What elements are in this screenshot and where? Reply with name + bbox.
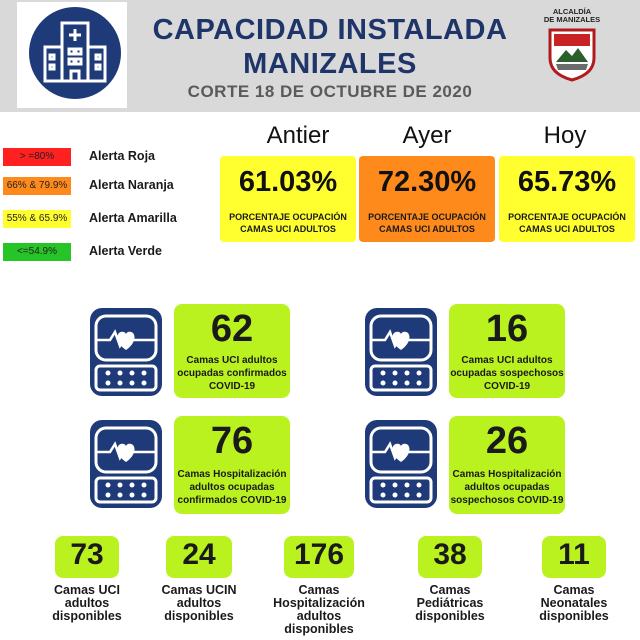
- available-label-line2: Hospitalización: [273, 596, 365, 610]
- available-card-neonatales: [542, 536, 606, 578]
- occupancy-caption-line1: PORCENTAJE OCUPACIÓN: [508, 212, 626, 222]
- stat-caption-line3: sospechosos COVID-19: [450, 495, 564, 506]
- stat-value: 16: [485, 308, 529, 350]
- manizales-crest-icon: [548, 28, 596, 82]
- legend-label: Alerta Verde: [89, 244, 162, 258]
- stat-card-hosp-sospechosos: [449, 416, 565, 514]
- legend-swatch: <=54.9%: [3, 243, 71, 261]
- available-value: 24: [182, 538, 216, 571]
- stat-caption-line3: COVID-19: [208, 381, 256, 392]
- occupancy-caption: [359, 211, 495, 235]
- available-card-pediatricas: [418, 536, 482, 578]
- stat-value: 76: [210, 420, 254, 462]
- heart-monitor-icon: [88, 418, 164, 510]
- available-value: 73: [70, 538, 104, 571]
- available-label-line2: Pediátricas: [416, 596, 484, 610]
- legend-swatch: 66% & 79.9%: [3, 177, 71, 195]
- available-label-neonatales: [524, 584, 624, 623]
- occupancy-card-antier: [220, 156, 356, 242]
- occupancy-caption-line2: CAMAS UCI ADULTOS: [519, 224, 615, 234]
- day-label-hoy: Hoy: [543, 122, 587, 149]
- available-label-pediatricas: [400, 584, 500, 623]
- stat-caption-line3: COVID-19: [483, 381, 531, 392]
- alcaldia-line1: ALCALDÍA: [552, 7, 592, 16]
- available-label-uci: [37, 584, 137, 623]
- available-label-line3: disponibles: [52, 609, 122, 623]
- heart-monitor-icon: [363, 306, 439, 398]
- occupancy-caption-line2: CAMAS UCI ADULTOS: [379, 224, 475, 234]
- available-label-line1: Camas: [298, 583, 340, 597]
- available-label-line4: disponibles: [284, 622, 354, 636]
- stat-caption-line2: ocupadas confirmados: [177, 368, 287, 379]
- available-label-line2: adultos: [64, 596, 110, 610]
- stat-caption-line1: Camas UCI adultos: [461, 355, 553, 366]
- stat-caption: [449, 468, 565, 507]
- stat-value: 26: [485, 420, 529, 462]
- stat-caption-line2: ocupadas sospechosos: [450, 368, 564, 379]
- available-label-line1: Camas: [429, 583, 471, 597]
- heart-monitor-icon: [88, 306, 164, 398]
- occupancy-card-ayer: [359, 156, 495, 242]
- legend-swatch: > =80%: [3, 148, 71, 166]
- stat-caption: [449, 354, 565, 393]
- available-label-line3: disponibles: [415, 609, 485, 623]
- legend-label: Alerta Roja: [89, 149, 155, 163]
- available-card-uci: [55, 536, 119, 578]
- heart-monitor-icon: [363, 418, 439, 510]
- day-label-antier: Antier: [266, 122, 330, 149]
- occupancy-caption: [499, 211, 635, 235]
- stat-caption: [174, 354, 290, 393]
- available-card-ucin: [166, 536, 232, 578]
- stat-caption: [174, 468, 290, 507]
- occupancy-value: 72.30%: [377, 166, 477, 198]
- available-label-line2: adultos: [176, 596, 222, 610]
- available-label-line2: Neonatales: [540, 596, 608, 610]
- stat-card-hosp-confirmados: [174, 416, 290, 514]
- occupancy-caption-line1: PORCENTAJE OCUPACIÓN: [368, 212, 486, 222]
- day-label-ayer: Ayer: [402, 122, 452, 149]
- occupancy-value: 61.03%: [238, 166, 338, 198]
- stat-caption-line3: confirmados COVID-19: [177, 495, 287, 506]
- available-card-hospitalizacion: [284, 536, 354, 578]
- available-label-hospitalizacion: [259, 584, 379, 636]
- alcaldia-label: [540, 8, 604, 24]
- occupancy-caption-line1: PORCENTAJE OCUPACIÓN: [229, 212, 347, 222]
- available-label-ucin: [149, 584, 249, 623]
- stat-value: 62: [210, 308, 254, 350]
- stat-caption-line2: adultos ocupadas: [189, 482, 275, 493]
- page-subtitle: CORTE 18 DE OCTUBRE DE 2020: [187, 82, 473, 101]
- page-title-line1: CAPACIDAD INSTALADA: [152, 14, 508, 46]
- available-label-line3: adultos: [296, 609, 342, 623]
- occupancy-caption-line2: CAMAS UCI ADULTOS: [240, 224, 336, 234]
- stat-caption-line1: Camas Hospitalización: [177, 469, 287, 480]
- stat-caption-line1: Camas UCI adultos: [186, 355, 278, 366]
- available-label-line1: Camas: [553, 583, 595, 597]
- available-value: 11: [558, 538, 590, 571]
- available-value: 38: [433, 538, 467, 571]
- legend-swatch: 55% & 65.9%: [3, 210, 71, 228]
- hospital-logo-box: [17, 2, 127, 108]
- available-label-line1: Camas UCIN: [161, 583, 237, 597]
- hospital-icon: [29, 7, 121, 99]
- alcaldia-line2: DE MANIZALES: [543, 15, 601, 24]
- occupancy-caption: [220, 211, 356, 235]
- occupancy-card-hoy: [499, 156, 635, 242]
- available-label-line3: disponibles: [164, 609, 234, 623]
- occupancy-value: 65.73%: [517, 166, 617, 198]
- available-label-line3: disponibles: [539, 609, 609, 623]
- stat-caption-line2: adultos ocupadas: [464, 482, 550, 493]
- stat-card-uci-confirmados: [174, 304, 290, 398]
- legend-label: Alerta Naranja: [89, 178, 174, 192]
- stat-card-uci-sospechosos: [449, 304, 565, 398]
- available-value: 176: [293, 538, 345, 571]
- legend-label: Alerta Amarilla: [89, 211, 177, 225]
- stat-caption-line1: Camas Hospitalización: [452, 469, 562, 480]
- page-title-line2: MANIZALES: [243, 48, 417, 80]
- available-label-line1: Camas UCI: [54, 583, 120, 597]
- header-banner: [0, 0, 640, 112]
